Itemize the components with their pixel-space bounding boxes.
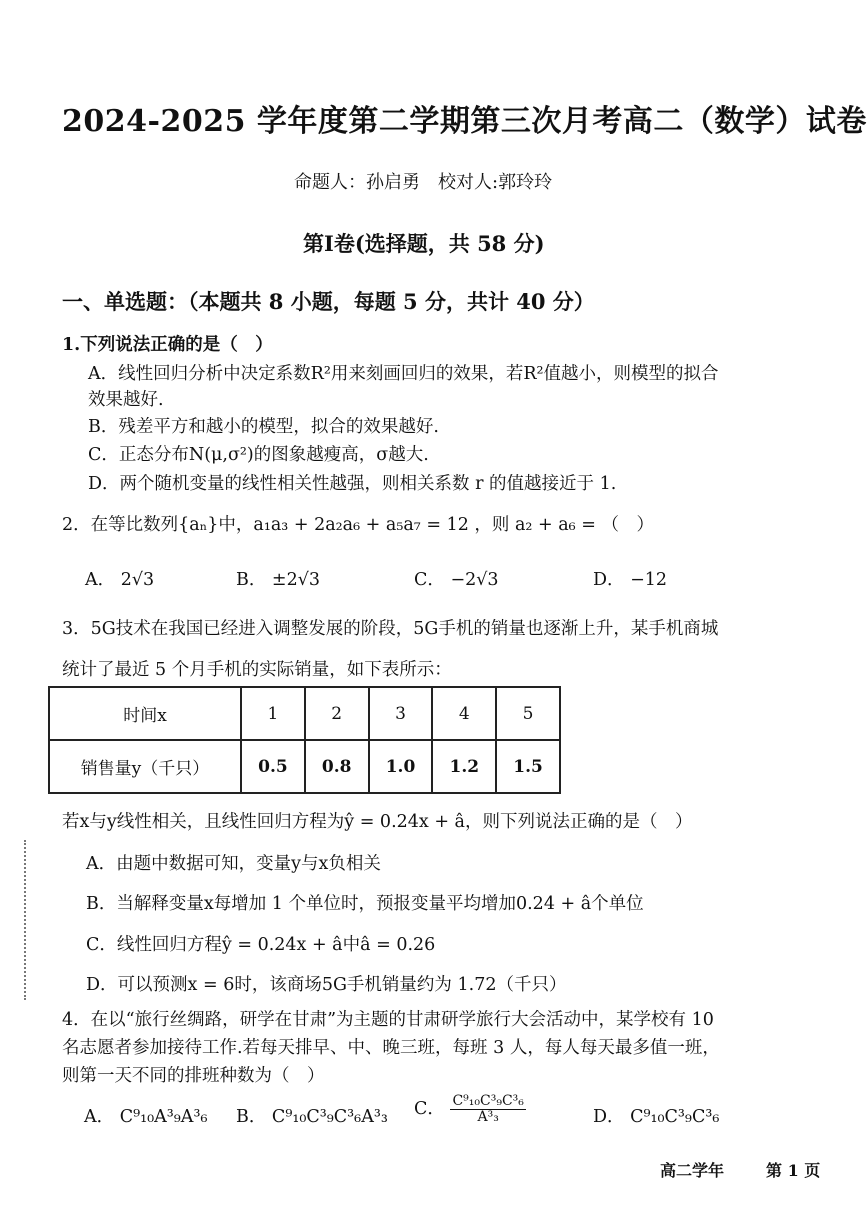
fraction-denominator: A³₃ — [477, 1109, 499, 1125]
q3-stem-line3: 若x与y线性相关，且线性回归方程为ŷ = 0.24x + â，则下列说法正确的是（ ） — [62, 812, 693, 832]
table-cell: 0.5 — [241, 740, 305, 793]
table-cell: 5 — [496, 687, 560, 740]
q3-option-c: C．线性回归方程ŷ = 0.24x + â中â = 0.26 — [86, 935, 436, 955]
q3-option-b: B．当解释变量x每增加 1 个单位时，预报变量平均增加0.24 + â个单位 — [86, 894, 644, 914]
table-cell: 3 — [369, 687, 433, 740]
table-cell: 1 — [241, 687, 305, 740]
page-title: 2024-2025 学年度第二学期第三次月考高二（数学）试卷 — [62, 104, 867, 139]
q3-stem-line1: 3．5G技术在我国已经进入调整发展的阶段，5G手机的销量也逐渐上升，某手机商城 — [62, 619, 719, 639]
q2-option-a: A． 2√3 — [85, 570, 155, 590]
footer-page-number: 第 1 页 — [766, 1161, 821, 1180]
binding-margin-dots — [24, 840, 29, 1000]
q2-stem: 2．在等比数列{aₙ}中，a₁a₃ + 2a₂a₆ + a₅a₇ = 12 ，则 a₂ + a₆ = （ ） — [62, 515, 654, 535]
q1-option-b: B．残差平方和越小的模型，拟合的效果越好. — [88, 417, 439, 437]
q4-option-c-label: C． — [414, 1099, 445, 1119]
q4-stem-line3: 则第一天不同的排班种数为（ ） — [62, 1066, 325, 1086]
q1-stem: 1.下列说法正确的是（ ） — [62, 335, 273, 355]
table-header-cell: 销售量y（千只） — [49, 740, 241, 793]
q2-option-c: C． −2√3 — [414, 570, 499, 590]
q3-stem-line2: 统计了最近 5 个月手机的实际销量，如下表所示： — [62, 660, 452, 680]
q1-option-a-cont: 效果越好. — [88, 390, 164, 410]
q2-option-d: D． −12 — [593, 570, 668, 590]
q4-option-a: A． C⁹₁₀A³₉A³₆ — [84, 1107, 208, 1127]
q3-option-d: D．可以预测x = 6时，该商场5G手机销量约为 1.72（千只） — [86, 975, 567, 995]
q2-option-b: B． ±2√3 — [236, 570, 321, 590]
table-cell: 0.8 — [305, 740, 369, 793]
authors-line: 命题人：孙启勇 校对人:郭玲玲 — [294, 172, 553, 193]
q1-option-c: C．正态分布N(μ,σ²)的图象越瘦高，σ越大. — [88, 445, 429, 465]
table-cell: 2 — [305, 687, 369, 740]
q3-option-a: A．由题中数据可知，变量y与x负相关 — [86, 854, 381, 874]
table-cell: 1.0 — [369, 740, 433, 793]
volume-heading: 第Ⅰ卷(选择题，共 58 分) — [303, 231, 545, 256]
q4-option-c — [414, 1094, 526, 1125]
q4-stem-line2: 名志愿者参加接待工作.若每天排早、中、晚三班，每班 3 人，每人每天最多值一班， — [62, 1038, 720, 1058]
q4-option-b: B． C⁹₁₀C³₉C³₆A³₃ — [236, 1107, 388, 1127]
q1-option-a: A．线性回归分析中决定系数R²用来刻画回归的效果，若R²值越小，则模型的拟合 — [88, 364, 719, 384]
fraction-numerator: C⁹₁₀C³₉C³₆ — [452, 1093, 524, 1109]
section-heading: 一、单选题：（本题共 8 小题，每题 5 分，共计 40 分） — [62, 289, 595, 314]
q1-option-d: D．两个随机变量的线性相关性越强，则相关系数 r 的值越接近于 1. — [88, 474, 617, 494]
table-header-cell: 时间x — [49, 687, 241, 740]
footer-grade: 高二学年 — [660, 1161, 725, 1180]
sales-table — [48, 686, 561, 794]
q4-stem-line1: 4．在以“旅行丝绸路，研学在甘肃”为主题的甘肃研学旅行大会活动中，某学校有 10 — [62, 1010, 714, 1030]
table-row — [49, 687, 560, 740]
table-cell: 4 — [432, 687, 496, 740]
q4-option-c-fraction — [450, 1094, 525, 1125]
table-row — [49, 740, 560, 793]
table-cell: 1.2 — [432, 740, 496, 793]
q4-option-d: D． C⁹₁₀C³₉C³₆ — [593, 1107, 720, 1127]
table-cell: 1.5 — [496, 740, 560, 793]
